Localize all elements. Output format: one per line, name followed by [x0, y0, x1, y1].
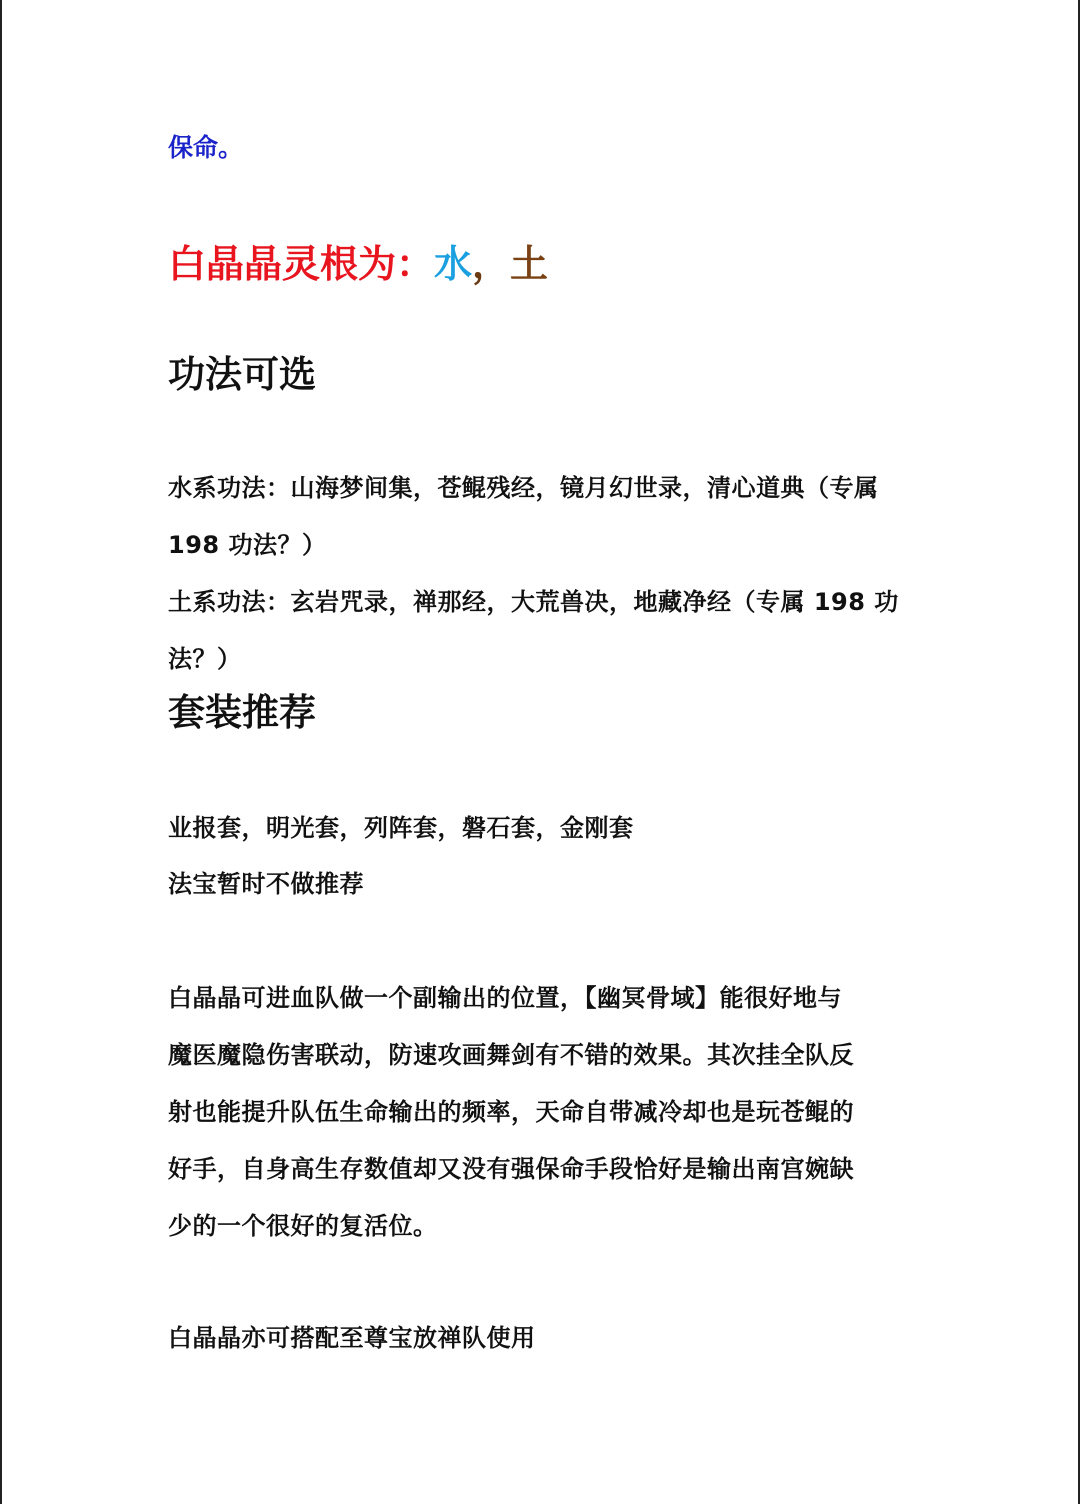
spirit-root-water: 水 [434, 242, 473, 286]
fabao-note-text: 法宝暂时不做推荐 [168, 870, 364, 898]
earth-gongfa-text: 土系功法：玄岩咒录，禅那经，大荒兽决，地藏净经（专属 198 功法？） [168, 588, 899, 673]
paragraph-line: 射也能提升队伍生命输出的频率，天命自带减冷却也是玩苍鲲的 [168, 1098, 854, 1126]
gongfa-section-heading: 功法可选 [168, 353, 316, 396]
top-line-text: 保命。 [168, 133, 244, 162]
water-gongfa-line: 水系功法：山海梦间集，苍鲲残经，镜月幻世录，清心道典（专属 [168, 474, 879, 502]
paragraph-line: 少的一个很好的复活位。 [168, 1212, 438, 1240]
spirit-root-earth: 土 [510, 242, 549, 286]
water-gongfa-text [168, 460, 928, 574]
paragraph-line: 好手，自身高生存数值却又没有强保命手段恰好是输出南宫婉缺 [168, 1155, 854, 1183]
sets-section-heading: 套装推荐 [168, 691, 316, 734]
spirit-root-separator: ， [472, 242, 511, 286]
paragraph-line: 白晶晶可进血队做一个副输出的位置，【幽冥骨域】能很好地与 [168, 984, 842, 1012]
water-gongfa-line: 198 功法？） [168, 531, 327, 559]
paragraph-line: 魔医魔隐伤害联动，防速攻画舞剑有不错的效果。其次挂全队反 [168, 1041, 854, 1069]
team-note-text: 白晶晶亦可搭配至尊宝放禅队使用 [168, 1324, 536, 1352]
strategy-paragraph [168, 970, 928, 1255]
spirit-root-heading [168, 234, 928, 294]
spirit-root-label: 白晶晶灵根为： [168, 242, 435, 286]
sets-list-text: 业报套，明光套，列阵套，磐石套，金刚套 [168, 814, 634, 842]
